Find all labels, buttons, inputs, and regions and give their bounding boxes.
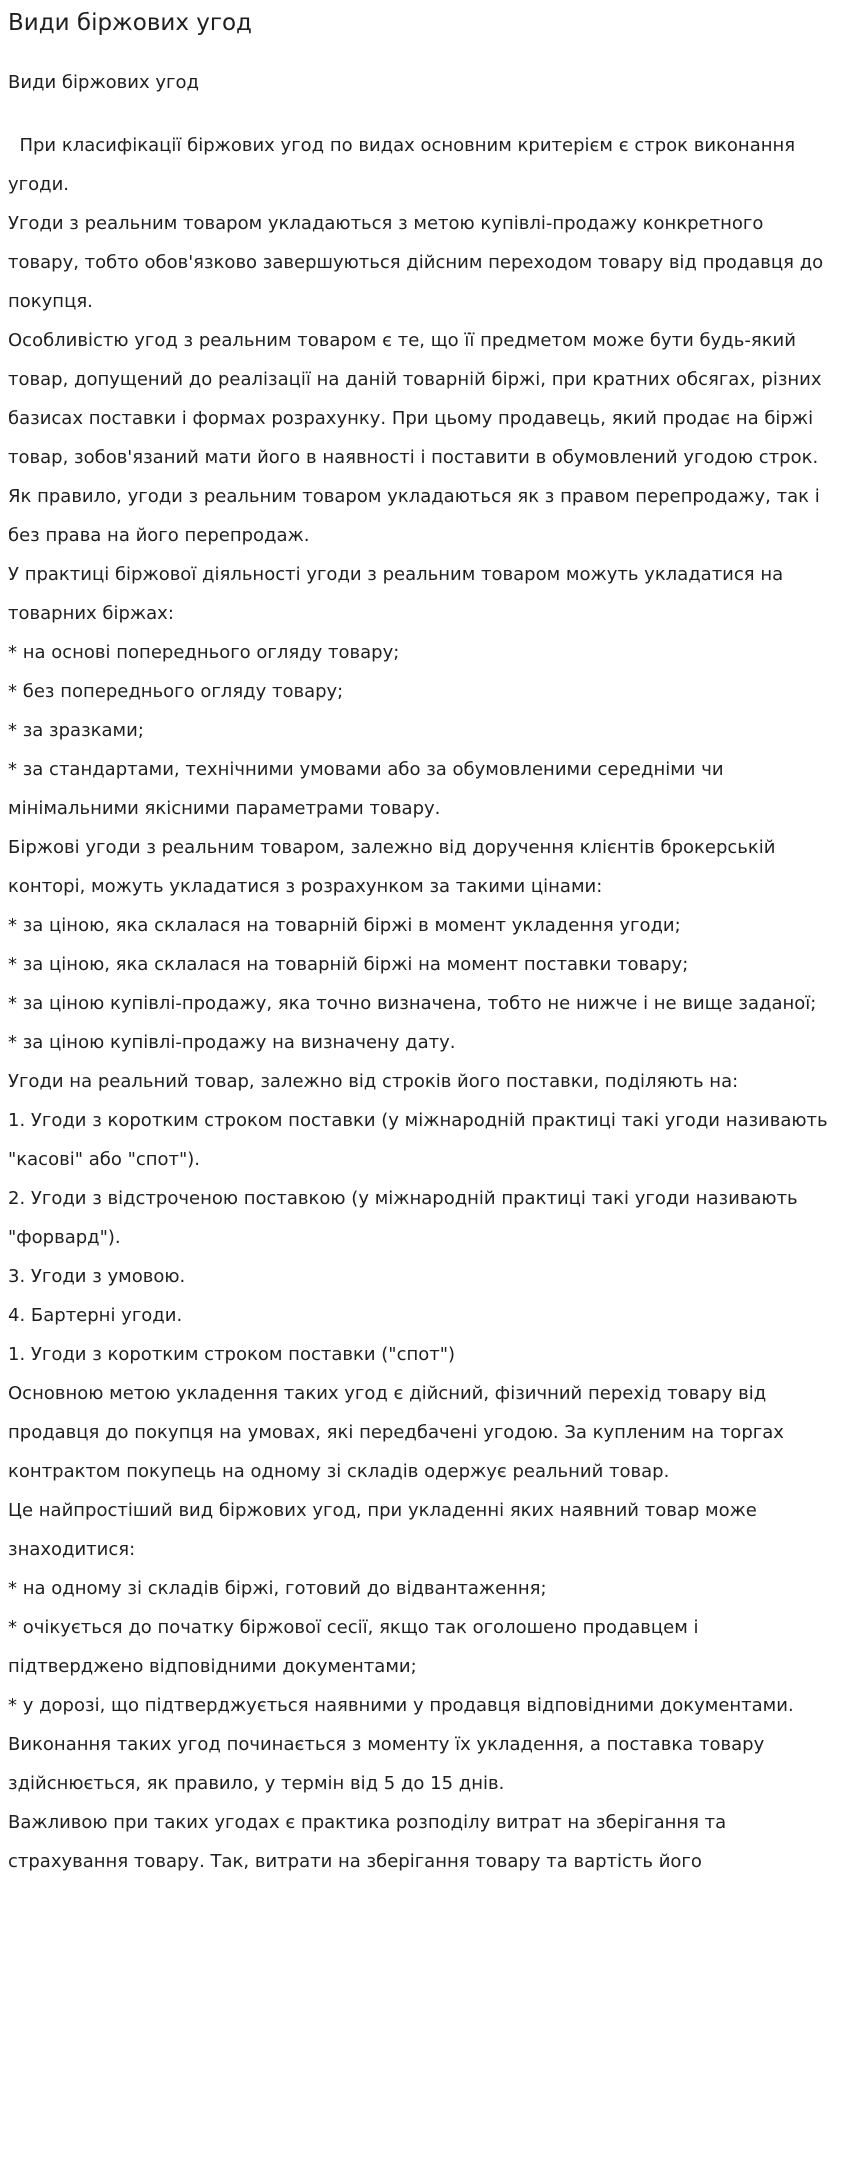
list-item: * за ціною купівлі-продажу, яка точно визначена, тобто не нижче і не вище заданої; <box>8 993 817 1014</box>
document-subtitle: Види біржових угод <box>8 72 199 93</box>
list-item: 1. Угоди з коротким строком поставки (у міжнародній практиці такі угоди називають "касові" або "спот"). <box>8 1110 834 1170</box>
list-item: * на одному зі складів біржі, готовий до відвантаження; <box>8 1578 547 1599</box>
list-item: * на основі попереднього огляду товару; <box>8 642 400 663</box>
list-item: 3. Угоди з умовою. <box>8 1266 186 1287</box>
list-item: * за ціною купівлі-продажу на визначену дату. <box>8 1032 456 1053</box>
paragraph: Основною метою укладення таких угод є дійсний, фізичний перехід товару від продавця до покупця на умовах, які передбачені угодою. За купленим на торгах контрактом покупець на одному зі складів одержує реальний товар. <box>8 1383 790 1482</box>
paragraph: Важливою при таких угодах є практика розподілу витрат на зберігання та страхування товару. Так, витрати на зберігання товару та вартість його <box>8 1812 732 1872</box>
list-item: * за стандартами, технічними умовами або за обумовленими середніми чи мінімальними якісними параметрами товару. <box>8 759 730 819</box>
page-title: Види біржових угод <box>8 10 252 36</box>
paragraph: Угоди на реальний товар, залежно від строків його поставки, поділяють на: <box>8 1071 739 1092</box>
paragraph: При класифікації біржових угод по видах основним критерієм є строк виконання угоди. <box>8 135 801 195</box>
list-item: 4. Бартерні угоди. <box>8 1305 183 1326</box>
paragraph: Особливістю угод з реальним товаром є те, що її предметом може бути будь-який товар, допущений до реалізації на даній товарній біржі, при кратних обсягах, різних базисах поставки і формах розрахунку. При цьому продавець, який продає на біржі товар, зобов'язаний мати його в наявності і поставити в обумовлений угодою строк. <box>8 330 828 468</box>
paragraph: Як правило, угоди з реальним товаром укладаються як з правом перепродажу, так і без права на його перепродаж. <box>8 486 826 546</box>
list-item: * очікується до початку біржової сесії, якщо так оголошено продавцем і підтверджено відповідними документами; <box>8 1617 705 1677</box>
paragraph: У практиці біржової діяльності угоди з реальним товаром можуть укладатися на товарних біржах: <box>8 564 789 624</box>
list-item: * за зразками; <box>8 720 144 741</box>
list-item: 2. Угоди з відстроченою поставкою (у міжнародній практиці такі угоди називають "форвард"). <box>8 1188 804 1248</box>
document-body <box>8 126 838 1881</box>
list-item: * за ціною, яка склалася на товарній біржі на момент поставки товару; <box>8 954 689 975</box>
section-heading: 1. Угоди з коротким строком поставки ("спот") <box>8 1344 456 1365</box>
list-item: * за ціною, яка склалася на товарній біржі в момент укладення угоди; <box>8 915 681 936</box>
list-item: * без попереднього огляду товару; <box>8 681 344 702</box>
paragraph: Виконання таких угод починається з моменту їх укладення, а поставка товару здійснюється, як правило, у термін від 5 до 15 днів. <box>8 1734 770 1794</box>
paragraph: Угоди з реальним товаром укладаються з метою купівлі-продажу конкретного товару, тобто обов'язково завершуються дійсним переходом товару від продавця до покупця. <box>8 213 829 312</box>
list-item: * у дорозі, що підтверджується наявними у продавця відповідними документами. <box>8 1695 794 1716</box>
paragraph: Це найпростіший вид біржових угод, при укладенні яких наявний товар може знаходитися: <box>8 1500 763 1560</box>
paragraph: Біржові угоди з реальним товаром, залежно від доручення клієнтів брокерській конторі, можуть укладатися з розрахунком за такими цінами: <box>8 837 782 897</box>
